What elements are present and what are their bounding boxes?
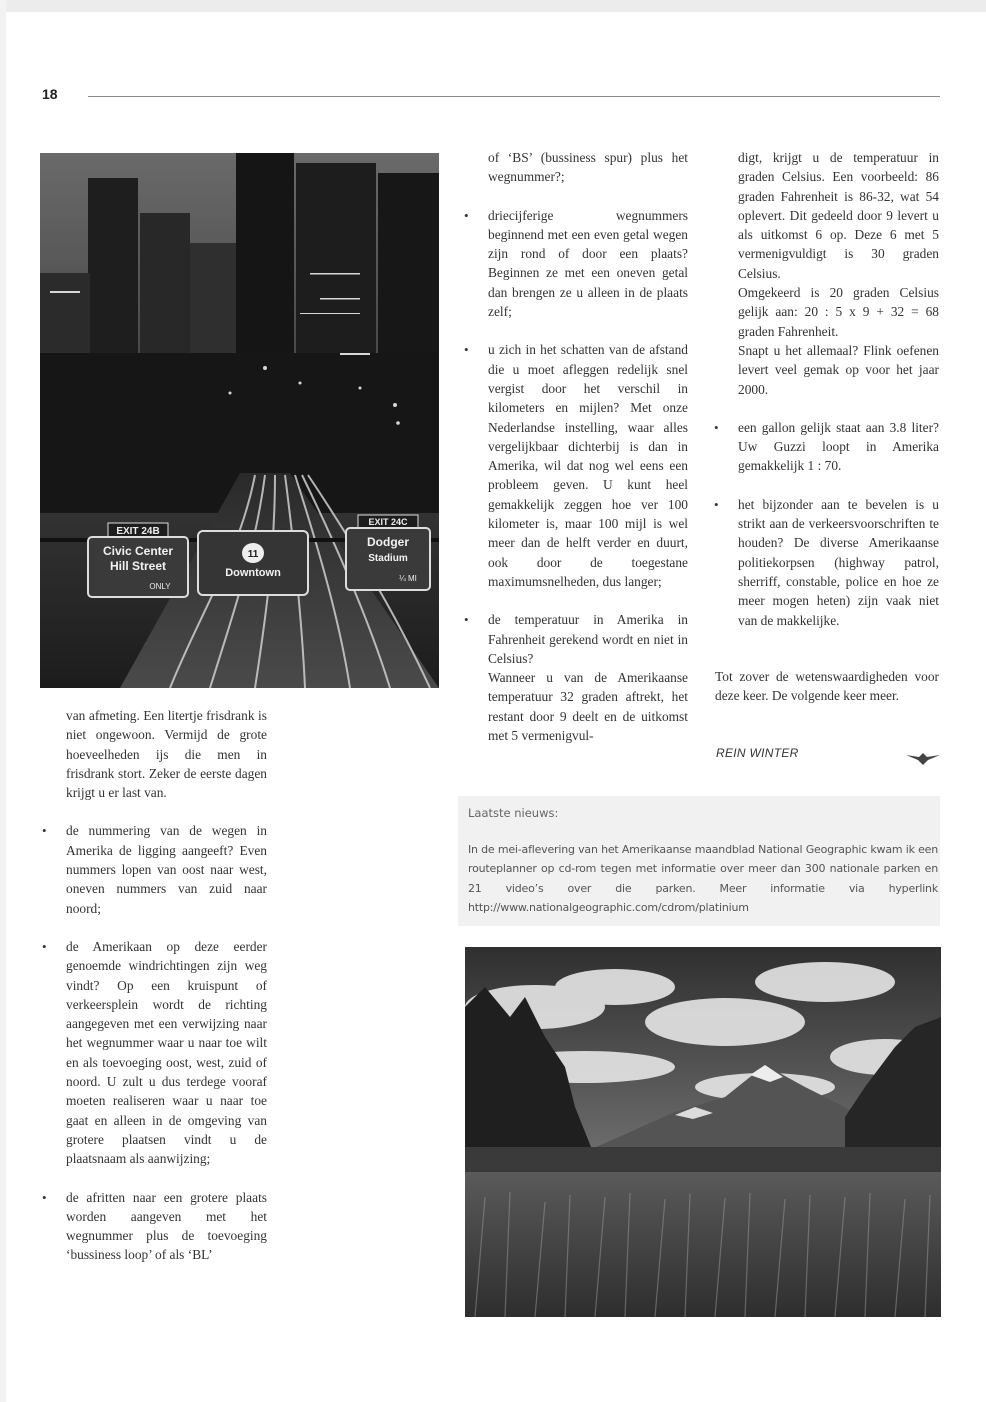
bullet-dot: • xyxy=(464,342,469,358)
page-number: 18 xyxy=(42,86,58,102)
bullet-road-numbering: de nummering van de wegen in Amerika de ligging aangeeft? Even nummers lopen van oost naar west, oneven nummers van zuid naar noord; xyxy=(66,823,267,916)
list-item xyxy=(714,495,939,630)
sign-exit-24c: EXIT 24C xyxy=(368,517,408,527)
page-left-edge xyxy=(0,0,6,1402)
left-intro-paragraph: van afmeting. Een litertje frisdrank is niet ongewoon. Vermijd de grote hoeveelheden ijs die men in frisdrank stort. Zeker de eerste dagen krijgt u er last van. xyxy=(66,708,267,801)
sign-civic-center: Civic Center xyxy=(102,544,174,558)
bullet-traffic-rules: het bijzonder aan te bevelen is u strikt aan de verkeersvoorschriften te houden? De diverse Amerikaanse politiekorpsen (highway patrol, sherriff, constable, police en hoe ze meer mogen heten) zijn vaak niet van de makkelijke. xyxy=(738,496,939,628)
bullet-temperature: de temperatuur in Amerika in Fahrenheit gerekend wordt en niet in Celsius? xyxy=(488,612,688,666)
bullet-dot: • xyxy=(714,419,719,435)
bullet-three-digit-roads: driecijferige wegnummers beginnend met een even getal wegen zijn rond of door een plaats? Beginnen ze met een oneven getal dan brengen ze u alleen in de plaats zelf; xyxy=(488,207,688,320)
bullet-dot: • xyxy=(464,612,469,628)
moto-guzzi-eagle-logo-icon xyxy=(906,752,940,771)
mountain-meadow-photo xyxy=(465,947,941,1317)
left-column xyxy=(42,706,267,1265)
middle-column xyxy=(464,148,688,745)
sign-quarter-mile: ¼ MI xyxy=(399,574,417,583)
bullet-dot: • xyxy=(42,1189,47,1205)
author-signature: REIN WINTER xyxy=(716,746,799,760)
right-continued-3: Snapt u het allemaal? Flink oefenen levert veel gemak op voor het jaar 2000. xyxy=(738,342,939,397)
sign-exit-24b: EXIT 24B xyxy=(116,526,160,537)
list-item xyxy=(42,937,267,1169)
closing-paragraph-block xyxy=(715,667,939,706)
right-continued-2: Omgekeerd is 20 graden Celsius gelijk aan: 20 : 5 x 9 + 32 = 68 graden Fahrenheit. xyxy=(738,285,939,339)
sign-downtown: Downtown xyxy=(225,567,281,579)
sign-dodger: Dodger xyxy=(367,535,409,549)
sign-only: ONLY xyxy=(149,582,171,591)
highway-night-photo xyxy=(40,153,439,688)
bullet-distance-estimate: u zich in het schatten van de afstand die u moet afleggen redelijk snel vergist door het verschil in kilometers en mijlen? Met onze Nederlandse instelling, waar alles vergelijkbaar dichterbij is dan in Amerika, wil dat nog wel eens een probleem geven. U kunt heel gemakkelijk zeggen hoe ver 100 kilometer is, maar 100 mijl is wel meer dan de helft verder en duurt, ook door de toegestane maximumsnelheden, dus langer; xyxy=(488,342,688,589)
bullet-dot: • xyxy=(42,938,47,954)
right-column xyxy=(714,148,939,630)
sign-hill-street: Hill Street xyxy=(109,559,167,573)
bullet-dot: • xyxy=(42,823,47,839)
page-top-edge xyxy=(0,0,986,12)
news-box xyxy=(458,796,940,926)
middle-continued-paragraph: of ‘BS’ (bussiness spur) plus het wegnummer?; xyxy=(488,150,688,185)
bullet-wind-directions: de Amerikaan op deze eerder genoemde windrichtingen zijn weg vindt? Op een kruispunt of verkeersplein wordt de richting aangegeven met een verwijzing naar het wegnummer waar u naar toe wilt en als toevoeging oost, west, zuid of noord. U zult u dus terdege vooraf moeten realiseren waar u naar toe gaat en alleen in de omgeving van grotere plaatsen vindt u de plaatsnaam als aanwijzing; xyxy=(66,938,267,1167)
right-continued-1: digt, krijgt u de temperatuur in graden Celsius. Een voorbeeld: 86 graden Fahrenheit is 86-32, wat 54 oplevert. Dit gedeeld door 9 levert u als uitkomst 6 op. Deze 6 met 5 vermenigvuldigt is 30 graden Celsius. xyxy=(738,150,939,281)
closing-paragraph: Tot zover de wetenswaardigheden voor deze keer. De volgende keer meer. xyxy=(715,669,939,704)
bullet-gallon: een gallon gelijk staat aan 3.8 liter? Uw Guzzi loopt in Amerika gemakkelijk 1 : 70. xyxy=(738,419,939,474)
temperature-explanation: Wanneer u van de Amerikaanse temperatuur 32 graden aftrekt, het restant door 9 deelt en de uitkomst met 5 vermenigvul- xyxy=(488,670,688,744)
bullet-dot: • xyxy=(464,207,469,223)
list-item xyxy=(42,1188,267,1265)
sign-stadium: Stadium xyxy=(368,553,408,564)
sign-route-shield: 11 xyxy=(247,549,259,560)
news-title: Laatste nieuws: xyxy=(468,806,559,820)
list-item xyxy=(464,206,688,322)
header-rule xyxy=(88,96,940,97)
news-body: In de mei-aflevering van het Amerikaanse maandblad National Geographic kwam ik een routeplanner op cd-rom tegen met informatie over meer dan 300 nationale parken en 21 video’s over die parken. Meer informatie via hyperlink http://www.nationalgeographic.com/cdrom/platinium xyxy=(468,843,938,914)
list-item xyxy=(42,821,267,917)
bullet-exits: de afritten naar een grotere plaats worden aangeven met het wegnummer plus de toevoeging ‘bussiness loop’ of als ‘BL’ xyxy=(66,1189,267,1263)
list-item xyxy=(464,340,688,591)
list-item xyxy=(714,418,939,476)
bullet-dot: • xyxy=(714,496,719,512)
list-item xyxy=(464,610,688,745)
